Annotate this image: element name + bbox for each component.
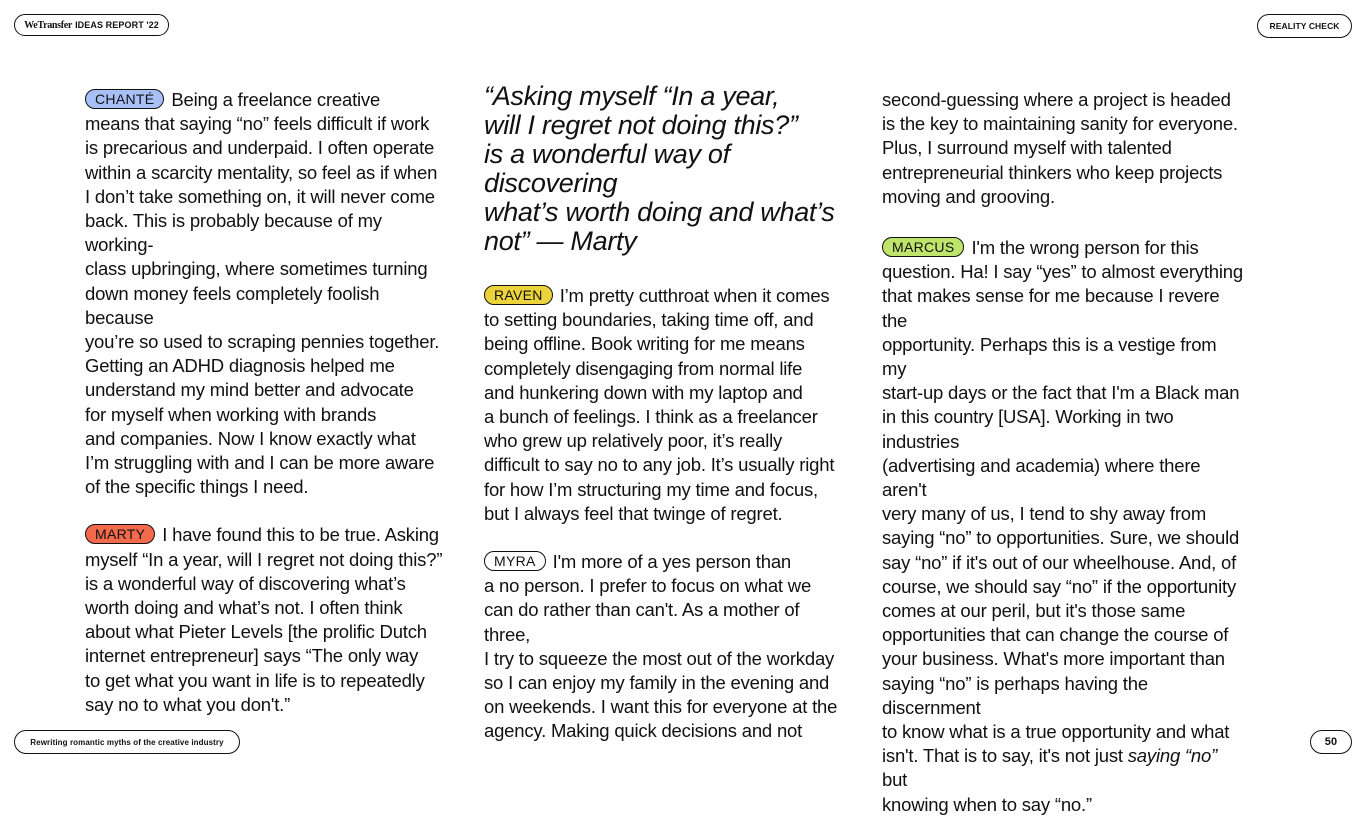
- marcus-line: I'm the wrong person for this: [971, 237, 1199, 259]
- raven-line: completely disengaging from normal life: [484, 357, 803, 379]
- marcus-line: question. Ha! I say “yes” to almost everything: [882, 261, 1243, 283]
- chante-line: I’m struggling with and I can be more aware: [85, 452, 435, 474]
- marcus-line: start-up days or the fact that I'm a Black man: [882, 382, 1240, 404]
- marcus-line-emphasis: saying “no”: [1127, 745, 1218, 767]
- pull-quote: [484, 82, 844, 256]
- pull-quote-line: “Asking myself “In a year,: [484, 81, 780, 111]
- myra-entry: [484, 550, 844, 744]
- marcus-line-end: but: [882, 769, 908, 791]
- marcus-line: saying “no” to opportunities. Sure, we should: [882, 527, 1240, 549]
- section-badge: REALITY CHECK: [1257, 14, 1352, 38]
- column-right: [882, 88, 1244, 817]
- marcus-line: comes at our peril, but it's those same: [882, 600, 1186, 622]
- report-name: IDEAS REPORT '22: [75, 20, 159, 30]
- chante-line: means that saying “no” feels difficult if work: [85, 113, 430, 135]
- chapter-badge: Rewriting romantic myths of the creative industry: [14, 730, 240, 754]
- marty-line: internet entrepreneur] says “The only way: [85, 645, 419, 667]
- raven-line: I’m pretty cutthroat when it comes: [559, 285, 830, 306]
- pull-quote-line: is a wonderful way of discovering: [484, 139, 730, 198]
- myra-line: on weekends. I want this for everyone at the: [484, 696, 838, 718]
- marty-line: is a wonderful way of discovering what’s: [85, 572, 406, 594]
- brand-logo: WeTransfer: [24, 19, 73, 31]
- chante-entry: [85, 88, 447, 499]
- chante-line: class upbringing, where sometimes turning: [85, 258, 428, 280]
- myra-entry-continued: [882, 88, 1244, 209]
- chante-line: down money feels completely foolish because: [85, 282, 380, 328]
- page-number: 50: [1310, 730, 1352, 754]
- marcus-line: knowing when to say “no.”: [882, 793, 1092, 815]
- myra-line: I try to squeeze the most out of the workday: [484, 647, 835, 669]
- raven-line: to setting boundaries, taking time off, and: [484, 309, 814, 331]
- name-tag-raven: RAVEN: [484, 285, 553, 305]
- chante-line: I don’t take something on, it will never come: [85, 185, 435, 207]
- myra-line: Plus, I surround myself with talented: [882, 137, 1172, 159]
- name-tag-marty: MARTY: [85, 524, 155, 544]
- chante-line: Being a freelance creative: [171, 89, 381, 110]
- marty-line: say no to what you don't.”: [85, 693, 291, 715]
- myra-line: can do rather than can't. As a mother of three,: [484, 599, 800, 645]
- myra-line: a no person. I prefer to focus on what we: [484, 575, 812, 597]
- chante-line: you’re so used to scraping pennies together.: [85, 331, 440, 353]
- pull-quote-line: will I regret not doing this?”: [484, 110, 798, 140]
- chante-line: of the specific things I need.: [85, 476, 309, 498]
- marcus-line: in this country [USA]. Working in two industries: [882, 406, 1174, 452]
- name-tag-marcus: MARCUS: [882, 237, 964, 257]
- name-tag-myra: MYRA: [484, 551, 546, 571]
- myra-line: moving and grooving.: [882, 185, 1055, 207]
- chante-line: within a scarcity mentality, so feel as if when: [85, 161, 438, 183]
- raven-line: a bunch of feelings. I think as a freelancer: [484, 406, 818, 428]
- marty-line: myself “In a year, will I regret not doing this?”: [85, 548, 443, 570]
- chante-line: and companies. Now I know exactly what: [85, 427, 416, 449]
- chante-line: back. This is probably because of my working-: [85, 210, 382, 256]
- myra-line: is the key to maintaining sanity for everyone.: [882, 113, 1238, 135]
- chante-line: is precarious and underpaid. I often operate: [85, 137, 435, 159]
- marcus-line: saying “no” is perhaps having the discernment: [882, 672, 1148, 718]
- pull-quote-line: not” — Marty: [484, 226, 637, 256]
- raven-line: for how I’m structuring my time and focus,: [484, 478, 818, 500]
- raven-line: being offline. Book writing for me means: [484, 333, 805, 355]
- raven-entry: [484, 284, 844, 526]
- chante-line: Getting an ADHD diagnosis helped me: [85, 355, 395, 377]
- chante-line: for myself when working with brands: [85, 403, 377, 425]
- raven-line: who grew up relatively poor, it’s really: [484, 430, 783, 452]
- myra-line: second-guessing where a project is headed: [882, 89, 1231, 110]
- column-middle: [484, 82, 844, 744]
- raven-line: difficult to say no to any job. It’s usually right: [484, 454, 835, 476]
- column-left: [85, 88, 447, 717]
- marcus-line: (advertising and academia) where there aren't: [882, 454, 1201, 501]
- myra-line: agency. Making quick decisions and not: [484, 720, 803, 742]
- myra-line: entrepreneurial thinkers who keep projects: [882, 161, 1223, 183]
- marty-line: about what Pieter Levels [the prolific Dutch: [85, 621, 427, 643]
- marcus-line: your business. What's more important than: [882, 648, 1225, 670]
- marcus-line: to know what is a true opportunity and what: [882, 721, 1230, 743]
- marcus-line: course, we should say “no” if the opportunity: [882, 575, 1236, 597]
- raven-line: but I always feel that twinge of regret.: [484, 502, 783, 524]
- myra-line: I'm more of a yes person than: [552, 551, 792, 573]
- marty-line: worth doing and what’s not. I often think: [85, 597, 403, 619]
- marty-line: to get what you want in life is to repeatedly: [85, 669, 425, 691]
- raven-line: and hunkering down with my laptop and: [484, 381, 803, 403]
- marcus-line: that makes sense for me because I revere the: [882, 285, 1220, 331]
- name-tag-chante: CHANTÉ: [85, 89, 164, 109]
- marcus-line: opportunity. Perhaps this is a vestige from my: [882, 333, 1217, 380]
- pull-quote-line: what’s worth doing and what’s: [484, 197, 835, 227]
- report-title-badge: [14, 14, 169, 36]
- marcus-line: very many of us, I tend to shy away from: [882, 503, 1207, 525]
- marcus-entry: [882, 236, 1244, 817]
- marcus-line-start: isn't. That is to say, it's not just: [882, 745, 1128, 767]
- marty-entry: [85, 523, 447, 717]
- marcus-line: opportunities that can change the course of: [882, 624, 1229, 646]
- marty-line: I have found this to be true. Asking: [162, 524, 439, 546]
- marcus-line: say “no” if it's out of our wheelhouse. And, of: [882, 551, 1237, 573]
- chante-line: understand my mind better and advocate: [85, 379, 414, 401]
- myra-line: so I can enjoy my family in the evening and: [484, 672, 830, 694]
